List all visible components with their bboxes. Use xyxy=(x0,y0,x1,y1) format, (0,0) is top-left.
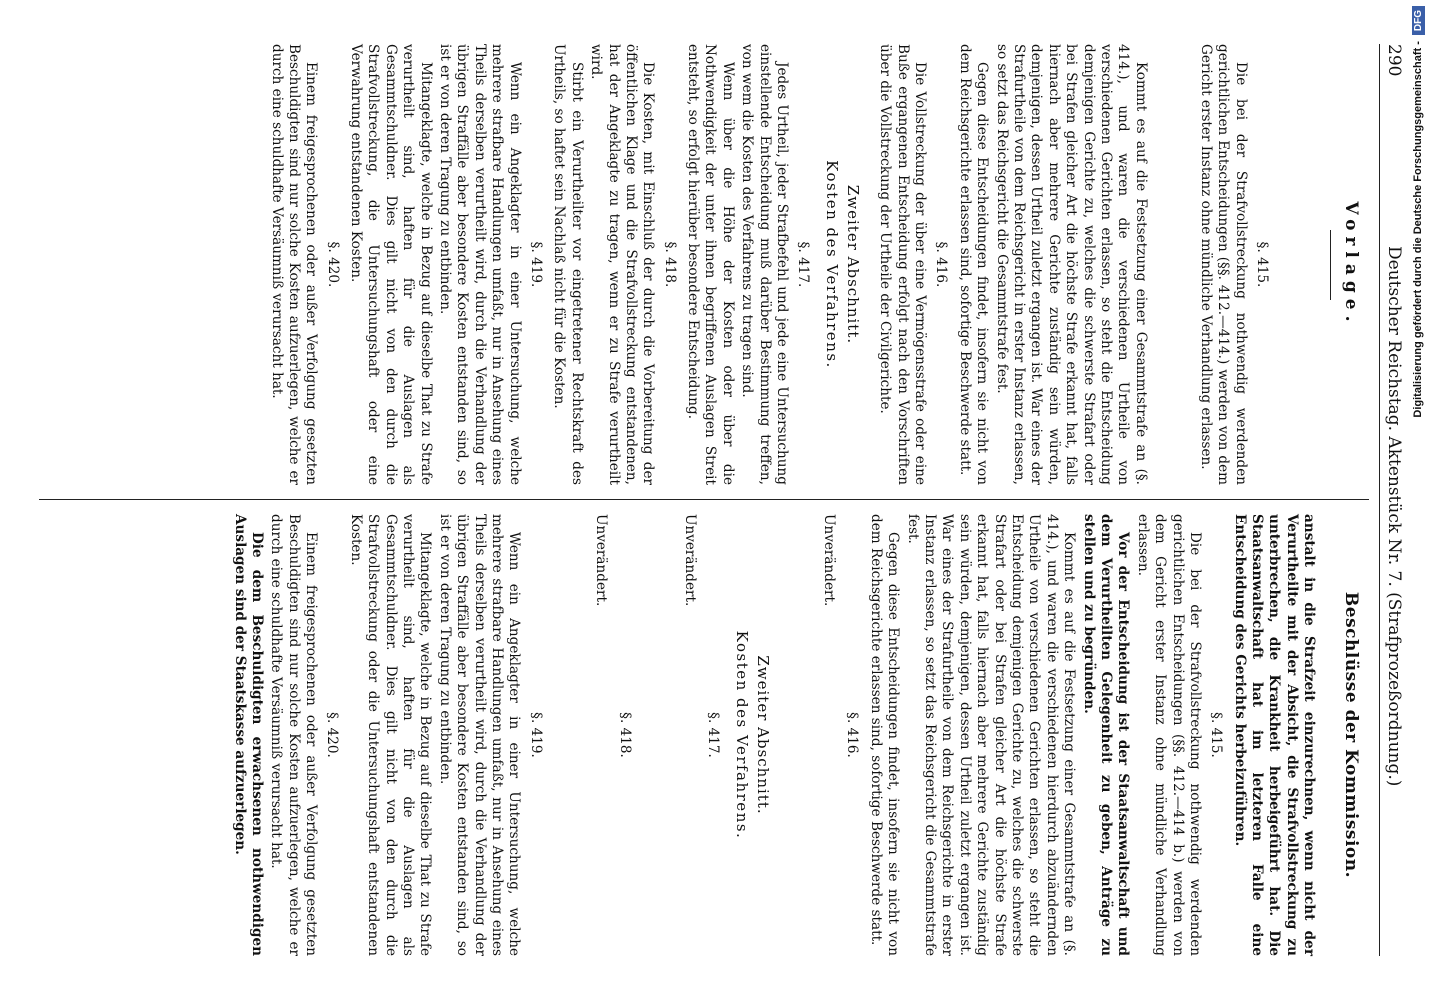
r-section-417-unchanged: Unverändert. xyxy=(681,514,698,607)
abschnitt-heading: Zweiter Abschnitt. xyxy=(843,184,862,345)
r-section-415-para-4: Gegen diese Entscheidungen findet, insofern sie nicht von dem Reichsgerichte erlassen sind, sofortige Beschwerde statt. xyxy=(867,514,902,956)
r-abschnitt-subheading: Kosten des Verfahrens. xyxy=(732,630,751,840)
section-415-title: §. 415. xyxy=(1254,241,1271,288)
running-title: Deutscher Reichstag. Aktenstück Nr. 7. (Strafprozeßordnung.) xyxy=(1384,246,1404,787)
abschnitt-subheading: Kosten des Verfahrens. xyxy=(822,160,841,369)
r-section-415-para-1: Die bei der Strafvollstreckung nothwendig werdenden gerichtlichen Entscheidungen (§§. 412.—414 b.) werden von dem Gericht erster Instanz ohne mündliche Verhandlung erlassen. xyxy=(1134,514,1203,956)
r-abschnitt-heading: Zweiter Abschnitt. xyxy=(753,655,772,815)
section-419-para-2: Mitangeklagte, welche in Bezug auf dieselbe That zu Strafe verurtheilt sind, haften für die Auslagen als Gesammtschuldner. Dies gilt nicht von den durch die Strafvollstreckung, die Untersuchungshaft oder eine Verwahrung entstandenen Kosten. xyxy=(348,44,434,485)
r-section-420-para-1: Einem freigesprochenen oder außer Verfolgung gesetzten Beschuldigten sind nur solche Kosten aufzuerlegen, welche er durch eine schuldhafte Versäumniß verursacht hat. xyxy=(268,514,320,956)
section-415-para-3: Gegen diese Entscheidungen findet, insofern sie nicht von dem Reichsgerichte erlassen sind, sofortige Beschwerde statt. xyxy=(956,44,991,485)
r-section-415-para-3: Kommt es auf die Festsetzung einer Gesammtstrafe an (§. 414.), und waren die verschiedenen hierdurch abzuändernden Urtheile von verschiedenen Gerichten erlassen, so steht die Entscheidung demjenigen Gerichte zu, welches die schwerste Strafart oder bei Strafen gleicher Art die höchste Strafe erkannt hat, falls hiernach aber mehrere Gerichte zuständig sein würden, demjenigen, dessen Urtheil zuletzt ergangen ist. War eines der Strafurtheile von dem Reichsgerichte in erster Instanz erlassen, so setzt das Reichsgericht die Gesammtstrafe fest. xyxy=(904,514,1078,956)
digitization-credit xyxy=(1404,0,1432,1000)
r-section-415-title: §. 415. xyxy=(1208,712,1225,758)
section-418-title: §. 418. xyxy=(661,241,678,288)
r-section-419-para-2: Mitangeklagte, welche in Bezug auf dieselbe That zu Strafe verurtheilt sind, haften für die Auslagen als Gesammtschuldner. Dies gilt nicht von den durch die Strafvollstreckung oder die Untersuchungshaft entstandenen Kosten. xyxy=(347,514,434,956)
section-418-para-2: Stirbt ein Verurtheilter vor eingetretener Rechtskraft des Urtheils, so haftet sein Nachlaß nicht für die Kosten. xyxy=(551,44,585,485)
section-416-para-1: Die Vollstreckung der über eine Vermögensstrafe oder eine Buße ergangenen Entscheidung erfolgt nach den Vorschriften über die Vollstreckung der Urtheile der Civilgerichte. xyxy=(877,44,928,485)
r-section-418-title: §. 418. xyxy=(616,712,633,758)
intro-paragraph: anstalt in die Strafzeit einzurechnen, wenn nicht der Verurtheilte mit der Absicht, die Strafvollstreckung zu unterbrechen, die Krankheit herbeigeführt hat. Die Staatsanwaltschaft hat im letzteren Falle eine Entscheidung des Gerichts herbeizuführen. xyxy=(1231,514,1318,956)
r-section-417-title: §. 417. xyxy=(705,712,722,758)
section-418-para-1: Die Kosten, mit Einschluß der durch die Vorbereitung der öffentlichen Klage und die Strafvollstreckung entstandenen, hat der Angeklagte zu tragen, wenn er zu Strafe verurtheilt wird. xyxy=(588,44,657,485)
r-section-415-para-2: Vor der Entscheidung ist der Staatsanwaltschaft und dem Verurtheilten Gelegenheit zu geben, Anträge zu stellen und zu begründen. xyxy=(1080,514,1132,956)
section-417-para-1: Jedes Urtheil, jeder Strafbefehl und jede eine Untersuchung einstellende Entscheidung muß darüber Bestimmung treffen, von wem die Kosten des Verfahrens zu tragen sind. xyxy=(739,44,791,485)
r-section-419-para-1: Wenn ein Angeklagter in einer Untersuchung, welche mehrere strafbare Handlungen umfaßt, nur in Ansehung eines Theils derselben verurtheilt wird, durch die Verhandlung der übrigen Straffälle aber besondere Kosten entstanden sind, so ist er von deren Tragung zu entbinden. xyxy=(436,514,523,956)
section-415-para-2: Kommt es auf die Festsetzung einer Gesammtstrafe an (§. 414.), und waren die verschiedenen Urtheile von verschiedenen Gerichten erlassen, so steht die Entscheidung demjenigen Gerichte zu, welches die schwerste Strafart oder bei Strafen gleicher Art die höchste Strafe erkannt hat, falls hiernach aber mehrere Gerichte zuständig sein würden, demjenigen, dessen Urtheil zuletzt ergangen ist. War eines der Strafurtheile von dem Reichsgericht in erster Instanz erlassen, so setzt das Reichsgericht die Gesammtstrafe fest. xyxy=(993,44,1149,485)
section-417-para-2: Wenn über die Höhe der Kosten oder über die Nothwendigkeit der unter ihnen begriffenen Auslagen Streit entsteht, so erfolgt hierüber besondere Entscheidung. xyxy=(685,44,736,485)
title-rule xyxy=(1330,230,1331,300)
r-section-419-title: §. 419. xyxy=(527,712,544,758)
r-section-420-title: §. 420. xyxy=(324,712,341,758)
column-title-vorlage: Vorlage. xyxy=(1341,201,1361,328)
section-417-title: §. 417. xyxy=(795,241,812,288)
column-beschluesse xyxy=(39,500,1369,956)
r-section-416-title: §. 416. xyxy=(844,712,861,758)
column-title-beschluesse: Beschlüsse der Kommission. xyxy=(1341,591,1361,879)
digitization-credit-text: Digitalisierung gefördert durch die Deutsche Forschungsgemeinschaft - xyxy=(1412,41,1424,418)
section-419-title: §. 419. xyxy=(527,241,544,288)
page-header xyxy=(1379,44,1404,956)
section-415-para-1: Die bei der Strafvollstreckung nothwendig werdenden gerichtlichen Entscheidungen (§§. 412.—414.) werden von dem Gericht erster Instanz ohne mündliche Verhandlung erlassen. xyxy=(1198,44,1249,485)
r-section-418-unchanged: Unverändert. xyxy=(593,514,610,607)
two-column-body xyxy=(39,44,1369,956)
section-420-title: §. 420. xyxy=(324,241,341,288)
section-420-para-1: Einem freigesprochenen oder außer Verfolgung gesetzten Beschuldigten sind nur solche Kosten aufzuerlegen, welche er durch eine schuldhafte Versäumniß verursacht hat. xyxy=(268,44,320,485)
r-section-420-para-2: Die dem Beschuldigten erwachsenen nothwendigen Auslagen sind der Staatskasse aufzuerlegen. xyxy=(231,514,265,956)
column-vorlage xyxy=(39,44,1369,500)
dfg-logo: DFG xyxy=(1412,6,1425,35)
section-416-title: §. 416. xyxy=(933,241,950,288)
page-number: 290 xyxy=(1384,44,1404,77)
r-section-416-unchanged: Unverändert. xyxy=(821,514,838,607)
section-419-para-1: Wenn ein Angeklagter in einer Untersuchung, welche mehrere strafbare Handlungen umfaßt, nur in Ansehung eines Theils derselben verurtheilt wird, durch die Verhandlung der übrigen Straffälle aber besondere Kosten entstanden sind, so ist er von deren Tragung zu entbinden. xyxy=(437,44,523,485)
